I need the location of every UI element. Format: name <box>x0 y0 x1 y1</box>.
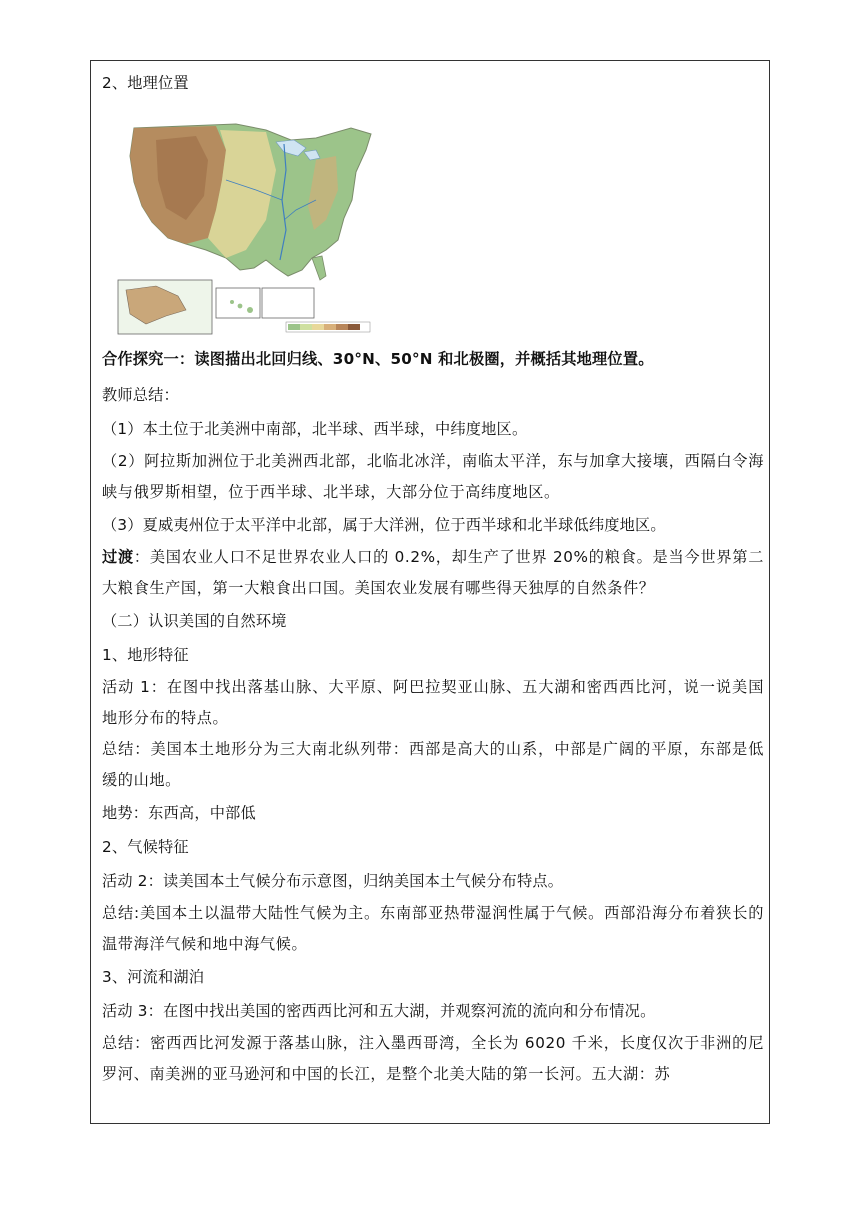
summary-item: （1）本土位于北美洲中南部，北半球、西半球，中纬度地区。 <box>102 420 528 438</box>
section-heading-natural-environment: （二）认识美国的自然环境 <box>102 612 287 630</box>
activity-3: 活动 3：在图中找出美国的密西西比河和五大湖，并观察河流的流向和分布情况。 <box>102 1002 656 1020</box>
subheading-terrain: 1、地形特征 <box>102 646 189 664</box>
transition-label: 过渡 <box>102 548 134 566</box>
subheading-climate: 2、气候特征 <box>102 838 189 856</box>
subheading-rivers: 3、河流和湖泊 <box>102 968 205 986</box>
usa-physical-map <box>116 110 376 336</box>
climate-summary: 总结:美国本土以温带大陆性气候为主。东南部亚热带湿润性属于气候。西部沿海分布着狭长的温带海洋气候和地中海气候。 <box>102 904 764 953</box>
summary-item: （2）阿拉斯加洲位于北美洲西北部，北临北冰洋，南临太平洋，东与加拿大接壤，西隔白令海峡与俄罗斯相望，位于西半球、北半球，大部分位于高纬度地区。 <box>102 452 764 501</box>
cooperative-inquiry: 合作探究一：读图描出北回归线、30°N、50°N 和北极圈，并概括其地理位置。 <box>102 350 654 368</box>
terrain-summary: 总结：美国本土地形分为三大南北纵列带：西部是高大的山系，中部是广阔的平原，东部是低缓的山地。 <box>102 740 764 789</box>
section-heading-location: 2、地理位置 <box>102 74 189 92</box>
activity-1: 活动 1：在图中找出落基山脉、大平原、阿巴拉契亚山脉、五大湖和密西西比河，说一说美国地形分布的特点。 <box>102 678 764 727</box>
summary-item: （3）夏威夷州位于太平洋中北部，属于大洋洲，位于西半球和北半球低纬度地区。 <box>102 516 666 534</box>
activity-2: 活动 2：读美国本土气候分布示意图，归纳美国本土气候分布特点。 <box>102 872 564 890</box>
terrain-slope: 地势：东西高，中部低 <box>102 804 256 822</box>
document-content <box>102 66 764 1090</box>
rivers-summary: 总结：密西西比河发源于落基山脉，注入墨西哥湾，全长为 6020 千米，长度仅次于非洲的尼罗河、南美洲的亚马逊河和中国的长江，是整个北美大陆的第一长河。五大湖：苏 <box>102 1034 764 1083</box>
transition-text: ：美国农业人口不足世界农业人口的 0.2%，却生产了世界 20%的粮食。是当今世界第二大粮食生产国，第一大粮食出口国。美国农业发展有哪些得天独厚的自然条件？ <box>102 548 765 597</box>
transition-paragraph <box>102 542 764 604</box>
teacher-summary-label: 教师总结： <box>102 386 179 404</box>
